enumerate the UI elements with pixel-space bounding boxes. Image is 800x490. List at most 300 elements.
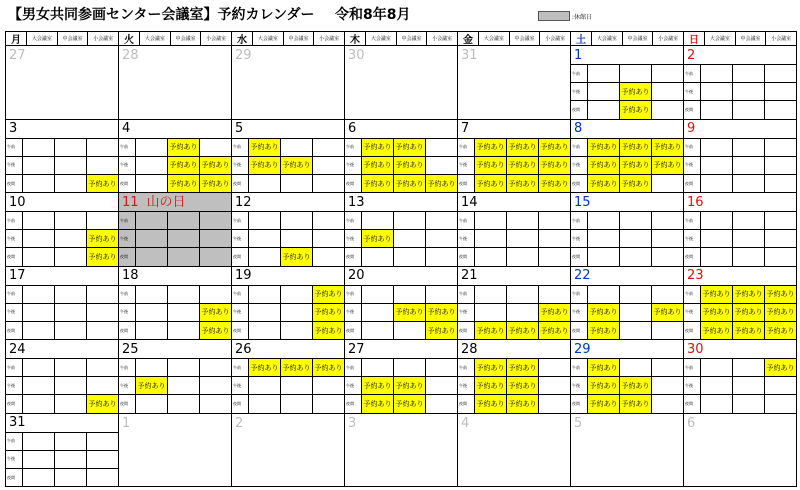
day-cell[interactable] bbox=[458, 340, 571, 414]
available-slot[interactable] bbox=[620, 322, 652, 340]
booked-slot[interactable]: 予約あり bbox=[362, 377, 394, 394]
available-slot[interactable] bbox=[426, 212, 457, 229]
available-slot[interactable] bbox=[362, 359, 394, 376]
available-slot[interactable] bbox=[733, 248, 765, 266]
available-slot[interactable] bbox=[168, 248, 200, 266]
day-cell[interactable] bbox=[345, 267, 458, 341]
booked-slot[interactable]: 予約あり bbox=[620, 175, 652, 193]
available-slot[interactable] bbox=[426, 286, 457, 303]
day-cell[interactable] bbox=[684, 46, 797, 120]
available-slot[interactable] bbox=[652, 83, 683, 100]
available-slot[interactable] bbox=[701, 230, 733, 247]
booked-slot[interactable]: 予約あり bbox=[507, 175, 539, 193]
booked-slot[interactable]: 予約あり bbox=[362, 175, 394, 193]
booked-slot[interactable]: 予約あり bbox=[200, 175, 231, 193]
day-cell[interactable] bbox=[571, 340, 684, 414]
available-slot[interactable] bbox=[313, 395, 344, 413]
available-slot[interactable] bbox=[507, 286, 539, 303]
booked-slot[interactable]: 予約あり bbox=[701, 322, 733, 340]
available-slot[interactable] bbox=[249, 248, 281, 266]
booked-slot[interactable]: 予約あり bbox=[394, 377, 426, 394]
available-slot[interactable] bbox=[588, 286, 620, 303]
available-slot[interactable] bbox=[23, 433, 55, 450]
day-cell[interactable] bbox=[119, 46, 232, 120]
booked-slot[interactable]: 予約あり bbox=[281, 157, 313, 174]
available-slot[interactable] bbox=[200, 377, 231, 394]
day-cell[interactable] bbox=[345, 414, 458, 488]
booked-slot[interactable]: 予約あり bbox=[507, 359, 539, 376]
booked-slot[interactable]: 予約あり bbox=[701, 286, 733, 303]
available-slot[interactable] bbox=[701, 359, 733, 376]
available-slot[interactable] bbox=[588, 212, 620, 229]
booked-slot[interactable]: 予約あり bbox=[313, 322, 344, 340]
booked-slot[interactable]: 予約あり bbox=[394, 139, 426, 156]
available-slot[interactable] bbox=[588, 248, 620, 266]
available-slot[interactable] bbox=[507, 212, 539, 229]
available-slot[interactable] bbox=[539, 395, 570, 413]
day-cell[interactable] bbox=[458, 120, 571, 194]
available-slot[interactable] bbox=[200, 230, 231, 247]
available-slot[interactable] bbox=[362, 248, 394, 266]
booked-slot[interactable]: 予約あり bbox=[733, 322, 765, 340]
booked-slot[interactable]: 予約あり bbox=[539, 139, 570, 156]
booked-slot[interactable]: 予約あり bbox=[168, 157, 200, 174]
booked-slot[interactable]: 予約あり bbox=[588, 322, 620, 340]
available-slot[interactable] bbox=[249, 322, 281, 340]
available-slot[interactable] bbox=[475, 248, 507, 266]
available-slot[interactable] bbox=[87, 322, 118, 340]
day-cell[interactable] bbox=[119, 120, 232, 194]
available-slot[interactable] bbox=[588, 101, 620, 119]
available-slot[interactable] bbox=[426, 359, 457, 376]
day-cell[interactable] bbox=[6, 193, 119, 267]
available-slot[interactable] bbox=[281, 286, 313, 303]
available-slot[interactable] bbox=[701, 101, 733, 119]
available-slot[interactable] bbox=[652, 175, 683, 193]
available-slot[interactable] bbox=[55, 175, 87, 193]
available-slot[interactable] bbox=[168, 230, 200, 247]
available-slot[interactable] bbox=[765, 101, 796, 119]
available-slot[interactable] bbox=[588, 65, 620, 82]
available-slot[interactable] bbox=[539, 286, 570, 303]
booked-slot[interactable]: 予約あり bbox=[652, 304, 683, 321]
booked-slot[interactable]: 予約あり bbox=[394, 157, 426, 174]
available-slot[interactable] bbox=[55, 139, 87, 156]
available-slot[interactable] bbox=[475, 212, 507, 229]
booked-slot[interactable]: 予約あり bbox=[87, 230, 118, 247]
available-slot[interactable] bbox=[136, 175, 168, 193]
booked-slot[interactable]: 予約あり bbox=[394, 395, 426, 413]
available-slot[interactable] bbox=[23, 212, 55, 229]
available-slot[interactable] bbox=[168, 304, 200, 321]
booked-slot[interactable]: 予約あり bbox=[281, 248, 313, 266]
booked-slot[interactable]: 予約あり bbox=[313, 304, 344, 321]
available-slot[interactable] bbox=[701, 157, 733, 174]
available-slot[interactable] bbox=[55, 359, 87, 376]
day-cell[interactable] bbox=[6, 46, 119, 120]
available-slot[interactable] bbox=[313, 377, 344, 394]
available-slot[interactable] bbox=[426, 377, 457, 394]
day-cell[interactable] bbox=[345, 46, 458, 120]
available-slot[interactable] bbox=[652, 377, 683, 394]
available-slot[interactable] bbox=[55, 304, 87, 321]
available-slot[interactable] bbox=[87, 139, 118, 156]
available-slot[interactable] bbox=[475, 304, 507, 321]
booked-slot[interactable]: 予約あり bbox=[588, 377, 620, 394]
available-slot[interactable] bbox=[701, 248, 733, 266]
available-slot[interactable] bbox=[733, 359, 765, 376]
available-slot[interactable] bbox=[620, 212, 652, 229]
available-slot[interactable] bbox=[362, 322, 394, 340]
available-slot[interactable] bbox=[87, 212, 118, 229]
booked-slot[interactable]: 予約あり bbox=[733, 304, 765, 321]
available-slot[interactable] bbox=[136, 212, 168, 229]
available-slot[interactable] bbox=[23, 304, 55, 321]
day-cell[interactable] bbox=[684, 414, 797, 488]
available-slot[interactable] bbox=[136, 359, 168, 376]
available-slot[interactable] bbox=[539, 377, 570, 394]
booked-slot[interactable]: 予約あり bbox=[249, 157, 281, 174]
booked-slot[interactable]: 予約あり bbox=[426, 304, 457, 321]
available-slot[interactable] bbox=[652, 395, 683, 413]
available-slot[interactable] bbox=[394, 286, 426, 303]
available-slot[interactable] bbox=[426, 139, 457, 156]
day-cell[interactable] bbox=[345, 340, 458, 414]
available-slot[interactable] bbox=[136, 230, 168, 247]
available-slot[interactable] bbox=[200, 248, 231, 266]
available-slot[interactable] bbox=[652, 212, 683, 229]
available-slot[interactable] bbox=[55, 286, 87, 303]
booked-slot[interactable]: 予約あり bbox=[539, 322, 570, 340]
available-slot[interactable] bbox=[281, 139, 313, 156]
available-slot[interactable] bbox=[23, 395, 55, 413]
booked-slot[interactable]: 予約あり bbox=[249, 359, 281, 376]
available-slot[interactable] bbox=[733, 377, 765, 394]
booked-slot[interactable]: 予約あり bbox=[652, 139, 683, 156]
day-cell[interactable] bbox=[6, 267, 119, 341]
booked-slot[interactable]: 予約あり bbox=[475, 322, 507, 340]
day-cell[interactable] bbox=[232, 267, 345, 341]
available-slot[interactable] bbox=[733, 230, 765, 247]
day-cell[interactable] bbox=[571, 193, 684, 267]
booked-slot[interactable]: 予約あり bbox=[588, 304, 620, 321]
booked-slot[interactable]: 予約あり bbox=[588, 139, 620, 156]
available-slot[interactable] bbox=[362, 286, 394, 303]
booked-slot[interactable]: 予約あり bbox=[620, 395, 652, 413]
available-slot[interactable] bbox=[281, 395, 313, 413]
available-slot[interactable] bbox=[313, 175, 344, 193]
available-slot[interactable] bbox=[652, 322, 683, 340]
available-slot[interactable] bbox=[136, 304, 168, 321]
day-cell[interactable] bbox=[6, 120, 119, 194]
day-cell[interactable] bbox=[458, 267, 571, 341]
booked-slot[interactable]: 予約あり bbox=[313, 286, 344, 303]
available-slot[interactable] bbox=[23, 230, 55, 247]
available-slot[interactable] bbox=[507, 304, 539, 321]
available-slot[interactable] bbox=[507, 248, 539, 266]
booked-slot[interactable]: 予約あり bbox=[765, 322, 796, 340]
available-slot[interactable] bbox=[765, 377, 796, 394]
available-slot[interactable] bbox=[652, 359, 683, 376]
available-slot[interactable] bbox=[620, 304, 652, 321]
available-slot[interactable] bbox=[55, 322, 87, 340]
available-slot[interactable] bbox=[23, 139, 55, 156]
booked-slot[interactable]: 予約あり bbox=[426, 322, 457, 340]
available-slot[interactable] bbox=[23, 451, 55, 468]
available-slot[interactable] bbox=[136, 322, 168, 340]
booked-slot[interactable]: 予約あり bbox=[507, 139, 539, 156]
available-slot[interactable] bbox=[249, 230, 281, 247]
available-slot[interactable] bbox=[200, 359, 231, 376]
booked-slot[interactable]: 予約あり bbox=[733, 286, 765, 303]
available-slot[interactable] bbox=[652, 65, 683, 82]
available-slot[interactable] bbox=[136, 395, 168, 413]
available-slot[interactable] bbox=[23, 248, 55, 266]
available-slot[interactable] bbox=[426, 157, 457, 174]
available-slot[interactable] bbox=[281, 304, 313, 321]
day-cell[interactable] bbox=[232, 414, 345, 488]
available-slot[interactable] bbox=[765, 65, 796, 82]
available-slot[interactable] bbox=[136, 157, 168, 174]
day-cell[interactable] bbox=[6, 340, 119, 414]
available-slot[interactable] bbox=[588, 230, 620, 247]
day-cell[interactable] bbox=[684, 340, 797, 414]
available-slot[interactable] bbox=[507, 230, 539, 247]
booked-slot[interactable]: 予約あり bbox=[281, 359, 313, 376]
available-slot[interactable] bbox=[281, 230, 313, 247]
day-cell[interactable] bbox=[119, 340, 232, 414]
available-slot[interactable] bbox=[539, 230, 570, 247]
available-slot[interactable] bbox=[249, 377, 281, 394]
available-slot[interactable] bbox=[620, 65, 652, 82]
booked-slot[interactable]: 予約あり bbox=[652, 157, 683, 174]
available-slot[interactable] bbox=[652, 101, 683, 119]
available-slot[interactable] bbox=[87, 377, 118, 394]
available-slot[interactable] bbox=[620, 359, 652, 376]
booked-slot[interactable]: 予約あり bbox=[588, 359, 620, 376]
booked-slot[interactable]: 予約あり bbox=[200, 157, 231, 174]
booked-slot[interactable]: 予約あり bbox=[765, 359, 796, 376]
available-slot[interactable] bbox=[733, 175, 765, 193]
available-slot[interactable] bbox=[701, 395, 733, 413]
booked-slot[interactable]: 予約あり bbox=[362, 139, 394, 156]
booked-slot[interactable]: 予約あり bbox=[475, 359, 507, 376]
available-slot[interactable] bbox=[168, 377, 200, 394]
available-slot[interactable] bbox=[733, 65, 765, 82]
available-slot[interactable] bbox=[87, 304, 118, 321]
available-slot[interactable] bbox=[426, 230, 457, 247]
available-slot[interactable] bbox=[313, 248, 344, 266]
available-slot[interactable] bbox=[249, 395, 281, 413]
day-cell[interactable] bbox=[684, 120, 797, 194]
available-slot[interactable] bbox=[200, 286, 231, 303]
available-slot[interactable] bbox=[475, 230, 507, 247]
booked-slot[interactable]: 予約あり bbox=[87, 175, 118, 193]
available-slot[interactable] bbox=[701, 175, 733, 193]
booked-slot[interactable]: 予約あり bbox=[475, 157, 507, 174]
available-slot[interactable] bbox=[136, 248, 168, 266]
day-cell[interactable] bbox=[684, 193, 797, 267]
available-slot[interactable] bbox=[200, 395, 231, 413]
available-slot[interactable] bbox=[362, 304, 394, 321]
day-cell[interactable] bbox=[458, 414, 571, 488]
available-slot[interactable] bbox=[55, 377, 87, 394]
available-slot[interactable] bbox=[168, 359, 200, 376]
available-slot[interactable] bbox=[87, 157, 118, 174]
available-slot[interactable] bbox=[701, 212, 733, 229]
booked-slot[interactable]: 予約あり bbox=[313, 359, 344, 376]
booked-slot[interactable]: 予約あり bbox=[362, 230, 394, 247]
booked-slot[interactable]: 予約あり bbox=[200, 322, 231, 340]
booked-slot[interactable]: 予約あり bbox=[507, 377, 539, 394]
booked-slot[interactable]: 予約あり bbox=[249, 139, 281, 156]
available-slot[interactable] bbox=[652, 248, 683, 266]
available-slot[interactable] bbox=[765, 395, 796, 413]
booked-slot[interactable]: 予約あり bbox=[426, 175, 457, 193]
available-slot[interactable] bbox=[55, 248, 87, 266]
available-slot[interactable] bbox=[168, 322, 200, 340]
booked-slot[interactable]: 予約あり bbox=[620, 83, 652, 100]
day-cell[interactable] bbox=[571, 46, 684, 120]
available-slot[interactable] bbox=[136, 286, 168, 303]
booked-slot[interactable]: 予約あり bbox=[620, 101, 652, 119]
booked-slot[interactable]: 予約あり bbox=[507, 157, 539, 174]
booked-slot[interactable]: 予約あり bbox=[394, 304, 426, 321]
available-slot[interactable] bbox=[23, 377, 55, 394]
available-slot[interactable] bbox=[249, 212, 281, 229]
booked-slot[interactable]: 予約あり bbox=[87, 248, 118, 266]
available-slot[interactable] bbox=[394, 212, 426, 229]
available-slot[interactable] bbox=[249, 286, 281, 303]
available-slot[interactable] bbox=[55, 433, 87, 450]
booked-slot[interactable]: 予約あり bbox=[507, 322, 539, 340]
day-cell[interactable] bbox=[119, 267, 232, 341]
available-slot[interactable] bbox=[362, 212, 394, 229]
day-cell[interactable] bbox=[6, 414, 119, 488]
day-cell[interactable] bbox=[458, 193, 571, 267]
available-slot[interactable] bbox=[765, 230, 796, 247]
available-slot[interactable] bbox=[23, 469, 55, 487]
booked-slot[interactable]: 予約あり bbox=[200, 304, 231, 321]
available-slot[interactable] bbox=[620, 248, 652, 266]
booked-slot[interactable]: 予約あり bbox=[362, 157, 394, 174]
available-slot[interactable] bbox=[23, 157, 55, 174]
booked-slot[interactable]: 予約あり bbox=[701, 304, 733, 321]
available-slot[interactable] bbox=[23, 286, 55, 303]
booked-slot[interactable]: 予約あり bbox=[588, 395, 620, 413]
available-slot[interactable] bbox=[475, 286, 507, 303]
available-slot[interactable] bbox=[394, 322, 426, 340]
day-cell[interactable] bbox=[458, 46, 571, 120]
available-slot[interactable] bbox=[313, 157, 344, 174]
booked-slot[interactable]: 予約あり bbox=[539, 157, 570, 174]
available-slot[interactable] bbox=[539, 248, 570, 266]
available-slot[interactable] bbox=[281, 175, 313, 193]
available-slot[interactable] bbox=[652, 286, 683, 303]
available-slot[interactable] bbox=[55, 212, 87, 229]
available-slot[interactable] bbox=[23, 359, 55, 376]
available-slot[interactable] bbox=[765, 212, 796, 229]
available-slot[interactable] bbox=[733, 101, 765, 119]
available-slot[interactable] bbox=[87, 451, 118, 468]
available-slot[interactable] bbox=[249, 175, 281, 193]
available-slot[interactable] bbox=[281, 377, 313, 394]
available-slot[interactable] bbox=[394, 248, 426, 266]
available-slot[interactable] bbox=[426, 248, 457, 266]
available-slot[interactable] bbox=[733, 212, 765, 229]
available-slot[interactable] bbox=[701, 139, 733, 156]
available-slot[interactable] bbox=[701, 377, 733, 394]
available-slot[interactable] bbox=[539, 212, 570, 229]
available-slot[interactable] bbox=[701, 83, 733, 100]
available-slot[interactable] bbox=[313, 139, 344, 156]
day-cell[interactable] bbox=[119, 193, 232, 267]
available-slot[interactable] bbox=[87, 469, 118, 487]
available-slot[interactable] bbox=[168, 212, 200, 229]
available-slot[interactable] bbox=[539, 359, 570, 376]
available-slot[interactable] bbox=[87, 433, 118, 450]
available-slot[interactable] bbox=[765, 157, 796, 174]
available-slot[interactable] bbox=[733, 83, 765, 100]
available-slot[interactable] bbox=[281, 212, 313, 229]
booked-slot[interactable]: 予約あり bbox=[539, 304, 570, 321]
booked-slot[interactable]: 予約あり bbox=[620, 157, 652, 174]
available-slot[interactable] bbox=[23, 322, 55, 340]
available-slot[interactable] bbox=[55, 230, 87, 247]
available-slot[interactable] bbox=[620, 286, 652, 303]
available-slot[interactable] bbox=[765, 248, 796, 266]
booked-slot[interactable]: 予約あり bbox=[475, 395, 507, 413]
available-slot[interactable] bbox=[733, 395, 765, 413]
booked-slot[interactable]: 予約あり bbox=[588, 157, 620, 174]
booked-slot[interactable]: 予約あり bbox=[620, 139, 652, 156]
day-cell[interactable] bbox=[345, 193, 458, 267]
available-slot[interactable] bbox=[620, 230, 652, 247]
available-slot[interactable] bbox=[87, 359, 118, 376]
booked-slot[interactable]: 予約あり bbox=[168, 139, 200, 156]
booked-slot[interactable]: 予約あり bbox=[168, 175, 200, 193]
available-slot[interactable] bbox=[87, 286, 118, 303]
booked-slot[interactable]: 予約あり bbox=[362, 395, 394, 413]
day-cell[interactable] bbox=[684, 267, 797, 341]
available-slot[interactable] bbox=[733, 157, 765, 174]
available-slot[interactable] bbox=[426, 395, 457, 413]
day-cell[interactable] bbox=[571, 120, 684, 194]
booked-slot[interactable]: 予約あり bbox=[87, 395, 118, 413]
day-cell[interactable] bbox=[232, 46, 345, 120]
booked-slot[interactable]: 予約あり bbox=[539, 175, 570, 193]
booked-slot[interactable]: 予約あり bbox=[765, 304, 796, 321]
available-slot[interactable] bbox=[765, 83, 796, 100]
available-slot[interactable] bbox=[394, 230, 426, 247]
day-cell[interactable] bbox=[232, 120, 345, 194]
booked-slot[interactable]: 予約あり bbox=[475, 175, 507, 193]
day-cell[interactable] bbox=[571, 267, 684, 341]
day-cell[interactable] bbox=[119, 414, 232, 488]
available-slot[interactable] bbox=[55, 469, 87, 487]
available-slot[interactable] bbox=[765, 175, 796, 193]
available-slot[interactable] bbox=[55, 157, 87, 174]
available-slot[interactable] bbox=[652, 230, 683, 247]
day-cell[interactable] bbox=[345, 120, 458, 194]
booked-slot[interactable]: 予約あり bbox=[394, 175, 426, 193]
available-slot[interactable] bbox=[313, 212, 344, 229]
booked-slot[interactable]: 予約あり bbox=[765, 286, 796, 303]
available-slot[interactable] bbox=[765, 139, 796, 156]
available-slot[interactable] bbox=[249, 304, 281, 321]
available-slot[interactable] bbox=[136, 139, 168, 156]
available-slot[interactable] bbox=[168, 395, 200, 413]
